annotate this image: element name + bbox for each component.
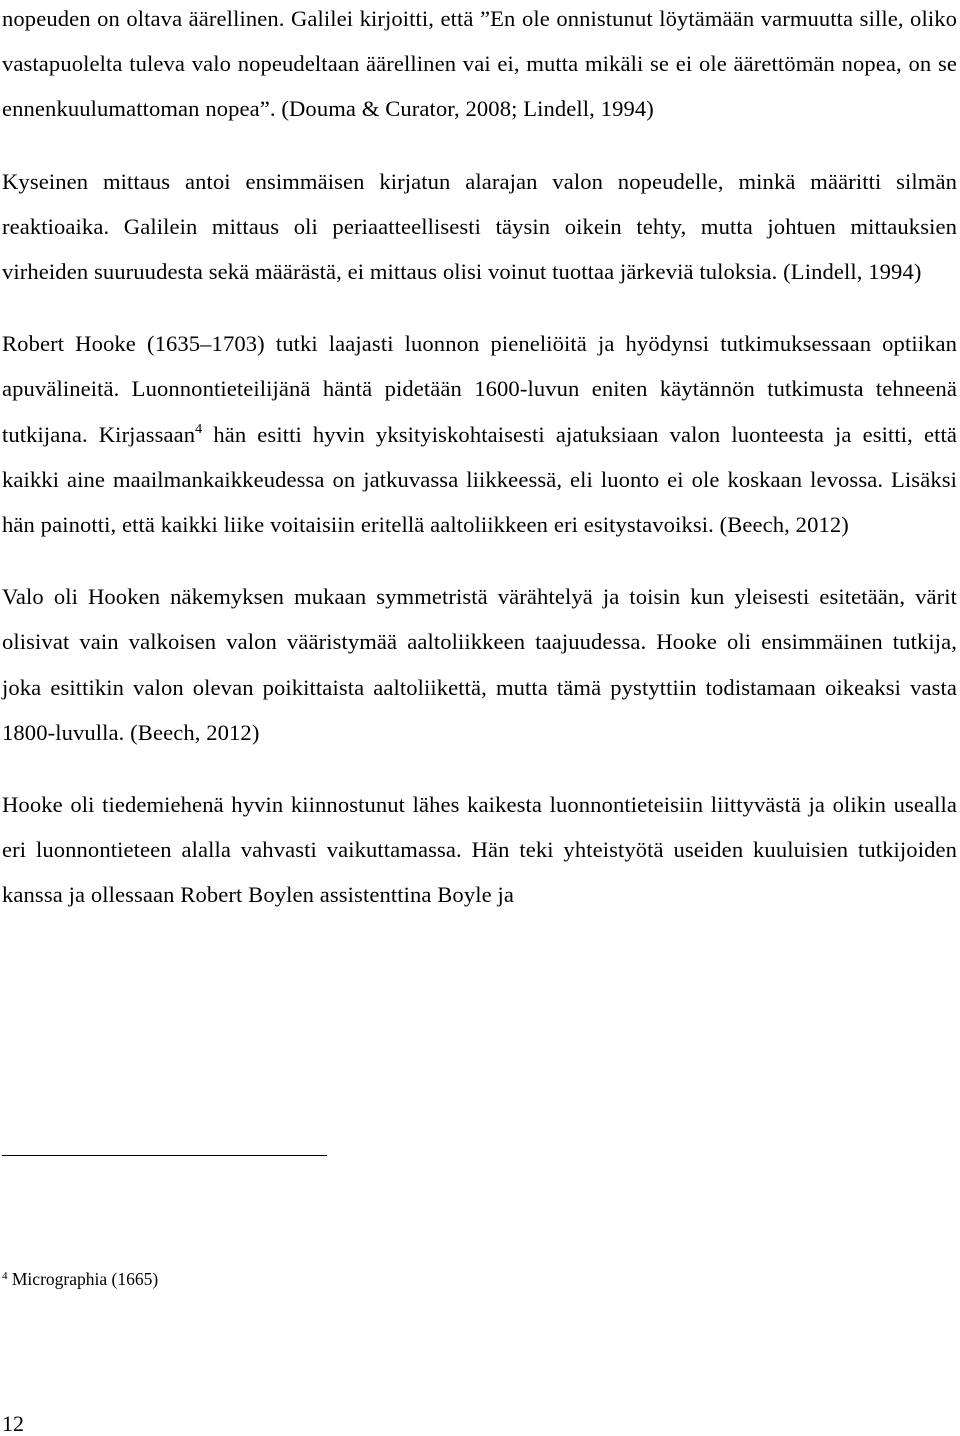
paragraph: [2, 0, 957, 132]
paragraph: [2, 321, 957, 547]
body-text: [2, 0, 957, 918]
paragraph-text: Hooke oli tiedemiehenä hyvin kiinnostunut lähes kaikesta luonnontieteisiin liittyvästä ja olikin usealla eri luonnontieteen alalla vahvasti vaikuttamassa. Hän teki yhteistyötä useiden kuuluisien tutkijoiden kanssa ja ollessaan Robert Boylen assistenttina Boyle ja: [2, 792, 957, 908]
paragraph: [2, 574, 957, 755]
paragraph-text: nopeuden on oltava äärellinen. Galilei kirjoitti, että ”En ole onnistunut löytämään varmuutta sille, oliko vastapuolelta tuleva valo nopeudeltaan äärellinen vai ei, mutta mikäli se ei ole äärettömän nopea, on se ennenkuulumattoman nopea”. (Douma & Curator, 2008; Lindell, 1994): [2, 6, 957, 122]
footnote-text: Micrographia (1665): [7, 1269, 159, 1289]
paragraph-text: hän esitti hyvin yksityiskohtaisesti ajatuksiaan valon luonteesta ja esitti, että kaikki aine maailmankaikkeudessa on jatkuvassa liikkeessä, eli luonto ei ole koskaan levossa. Lisäksi hän painotti, että kaikki liike voitaisiin eritellä aaltoliikkeen eri esitystavoiksi. (Beech, 2012): [2, 421, 957, 538]
paragraph: [2, 782, 957, 918]
footnote-marker: 4: [2, 1270, 8, 1282]
page-number: 12: [2, 1411, 24, 1436]
paragraph: [2, 159, 957, 295]
paragraph-text: Valo oli Hooken näkemyksen mukaan symmetristä värähtelyä ja toisin kun yleisesti esitetään, värit olisivat vain valkoisen valon vääristymää aaltoliikkeen taajuudessa. Hooke oli ensimmäinen tutkija, joka esittikin valon olevan poikittaista aaltoliikettä, mutta tämä pystyttiin todistamaan oikeaksi vasta 1800-luvulla. (Beech, 2012): [2, 584, 957, 745]
footnote: [2, 1268, 158, 1290]
paragraph-text: Kyseinen mittaus antoi ensimmäisen kirjatun alarajan valon nopeudelle, minkä määritti silmän reaktioaika. Galilein mittaus oli periaatteellisesti täysin oikein tehty, mutta johtuen mittauksien virheiden suuruudesta sekä määrästä, ei mittaus olisi voinut tuottaa järkeviä tuloksia. (Lindell, 1994): [2, 168, 957, 285]
footnote-reference: 4: [195, 421, 203, 437]
footnote-separator: [2, 1155, 327, 1156]
paragraph-text: Robert Hooke (1635–1703) tutki laajasti luonnon pieneliöitä ja hyödynsi tutkimuksessaan optiikan apuvälineitä. Luonnontieteilijänä häntä pidetään 1600-luvun eniten käytännön tutkimusta tehneenä tutkijana. Kirjassaan: [2, 331, 957, 447]
